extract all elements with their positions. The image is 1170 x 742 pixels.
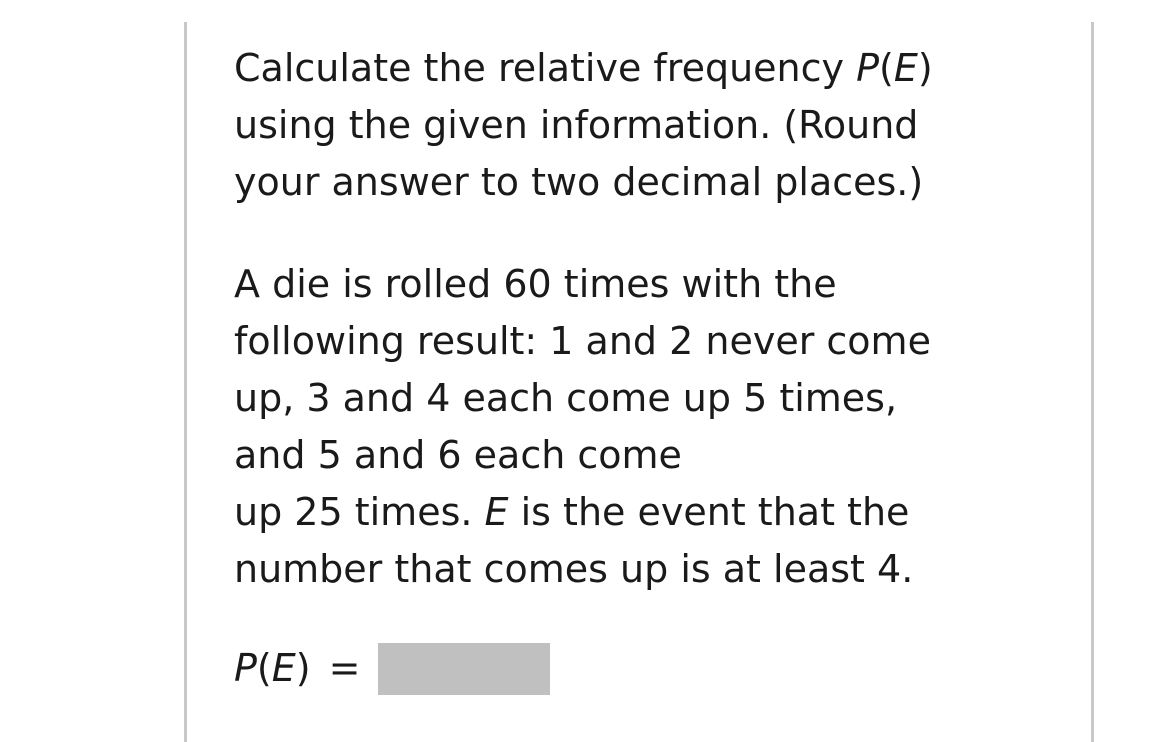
event-symbol: E bbox=[271, 646, 296, 690]
instruction-line-2: using the given information. (Round bbox=[234, 103, 919, 147]
event-symbol: E bbox=[893, 46, 918, 90]
problem-line-5 bbox=[234, 484, 1074, 541]
problem-line-5-post: is the event that the bbox=[508, 490, 910, 534]
paren-close: ) bbox=[295, 646, 311, 690]
problem-line-2: following result: 1 and 2 never come bbox=[234, 319, 931, 363]
answer-label bbox=[234, 640, 311, 697]
problem-line-3: up, 3 and 4 each come up 5 times, bbox=[234, 376, 898, 420]
instruction-line-3: your answer to two decimal places.) bbox=[234, 160, 924, 204]
problem-line-4: and 5 and 6 each come bbox=[234, 433, 682, 477]
probability-symbol: P bbox=[856, 46, 880, 90]
paren-open: ( bbox=[879, 46, 894, 90]
instruction-text bbox=[234, 40, 1074, 211]
answer-input[interactable] bbox=[378, 643, 550, 695]
paren-open: ( bbox=[256, 646, 272, 690]
probability-symbol: P bbox=[234, 646, 257, 690]
instruction-line-1 bbox=[234, 40, 1074, 97]
question-content bbox=[234, 40, 1074, 697]
instruction-line-1-text: Calculate the relative frequency bbox=[234, 46, 857, 90]
problem-line-1: A die is rolled 60 times with the bbox=[234, 262, 837, 306]
problem-text bbox=[234, 256, 1074, 598]
paren-close: ) bbox=[917, 46, 933, 90]
equals-sign: = bbox=[328, 646, 361, 690]
answer-row bbox=[234, 640, 1074, 697]
problem-line-6: number that comes up is at least 4. bbox=[234, 547, 914, 591]
problem-line-5-pre: up 25 times. bbox=[234, 490, 485, 534]
event-symbol: E bbox=[484, 490, 509, 534]
